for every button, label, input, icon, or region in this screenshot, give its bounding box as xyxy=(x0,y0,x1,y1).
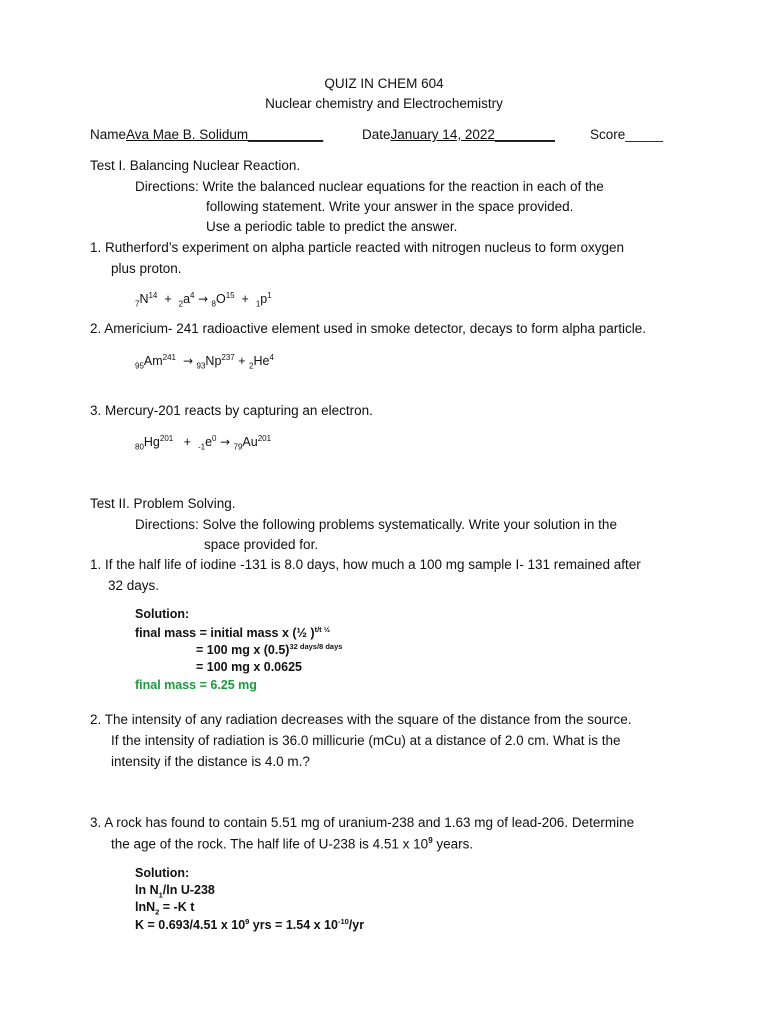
test2-directions-2: space provided for. xyxy=(204,537,319,552)
test2-directions-1: Directions: Solve the following problems systematically. Write your solution in the xyxy=(135,517,617,532)
solution3-line1: $\ln N_1/\ln$ U-238 xyxy=(135,883,215,900)
quiz-subtitle: Nuclear chemistry and Electrochemistry xyxy=(265,96,503,111)
test2-q3-line1: 3. A rock has found to contain 5.51 mg of uranium-238 and 1.63 mg of lead-206. Determine xyxy=(90,815,635,830)
test1-directions-3: Use a periodic table to predict the answer. xyxy=(206,219,458,234)
test1-directions-1: Directions: Write the balanced nuclear equations for the reaction in each of the xyxy=(135,179,604,194)
solution1-heading: Solution: xyxy=(135,607,190,621)
test2-q2-line3: intensity if the distance is 4.0 m.? xyxy=(111,754,310,769)
solution1-line2: = 100 mg x $(0.5)^{32 days/8 days}$ xyxy=(196,642,343,658)
solution3-heading: Solution: xyxy=(135,866,190,880)
test1-q1-line2: plus proton. xyxy=(111,261,182,276)
test1-q3: 3. Mercury-201 reacts by capturing an electron. xyxy=(90,403,373,418)
solution1-line1: final mass = initial mass x (½ )$^{t/t \frac{1}{2}}$ xyxy=(135,625,331,641)
test2-q1-line1: 1. If the half life of iodine -131 is 8.0 days, how much a 100 mg sample I- 131 remained after xyxy=(90,557,641,572)
quiz-title: QUIZ IN CHEM 604 xyxy=(324,76,444,91)
solution1-line3: = 100 mg x 0.0625 xyxy=(196,660,302,674)
name-field xyxy=(90,127,323,143)
date-label: Date xyxy=(362,127,391,142)
solution1-answer: final mass = 6.25 mg xyxy=(135,678,257,692)
score-blank: _____ xyxy=(625,127,663,142)
test2-q2-line2: If the intensity of radiation is 36.0 millicurie (mCu) at a distance of 2.0 cm. What is the xyxy=(111,733,621,748)
test1-directions-2: following statement. Write your answer in the space provided. xyxy=(206,199,574,214)
equation-1: $_7N^{14} + _2a^4 \to _8O^{15} + _1p^1$ xyxy=(135,291,272,309)
test2-q2-line1: 2. The intensity of any radiation decreases with the square of the distance from the source. xyxy=(90,712,632,727)
score-label: Score xyxy=(590,127,626,142)
reaction-arrow-icon: → xyxy=(182,354,194,369)
name-value: Ava Mae B. Solidum__________ xyxy=(126,127,324,142)
reaction-arrow-icon: → xyxy=(197,292,209,307)
equation-2: $_{95}Am^{241} \to _{93}Np^{237} + _2He^4$ xyxy=(135,353,274,371)
name-label: Name xyxy=(90,127,127,142)
score-field xyxy=(590,127,663,143)
equation-3: $_{80}Hg^{201}$ + $_{-1}e^0 \to _{79}Au^{201}$ xyxy=(135,434,272,452)
date-value: January 14, 2022________ xyxy=(390,127,555,142)
solution3-line2: lnN$_2$ = -K t xyxy=(135,900,195,917)
test2-title: Test II. Problem Solving. xyxy=(90,496,236,511)
test2-q1-line2: 32 days. xyxy=(108,578,160,593)
solution3-line3: K = 0.693/4.51 x $10^9$ yrs = 1.54 x $10^{-10}/yr$ xyxy=(135,917,365,933)
date-field xyxy=(362,127,555,143)
test1-title: Test I. Balancing Nuclear Reaction. xyxy=(90,158,301,173)
test2-q3-line2: the age of the rock. The half life of U-238 is 4.51 x $10^9$ years. xyxy=(111,836,474,852)
test1-q2: 2. Americium- 241 radioactive element used in smoke detector, decays to form alpha particle. xyxy=(90,321,647,336)
reaction-arrow-icon: → xyxy=(219,435,231,450)
test1-q1-line1: 1. Rutherford’s experiment on alpha particle reacted with nitrogen nucleus to form oxygen xyxy=(90,240,625,255)
